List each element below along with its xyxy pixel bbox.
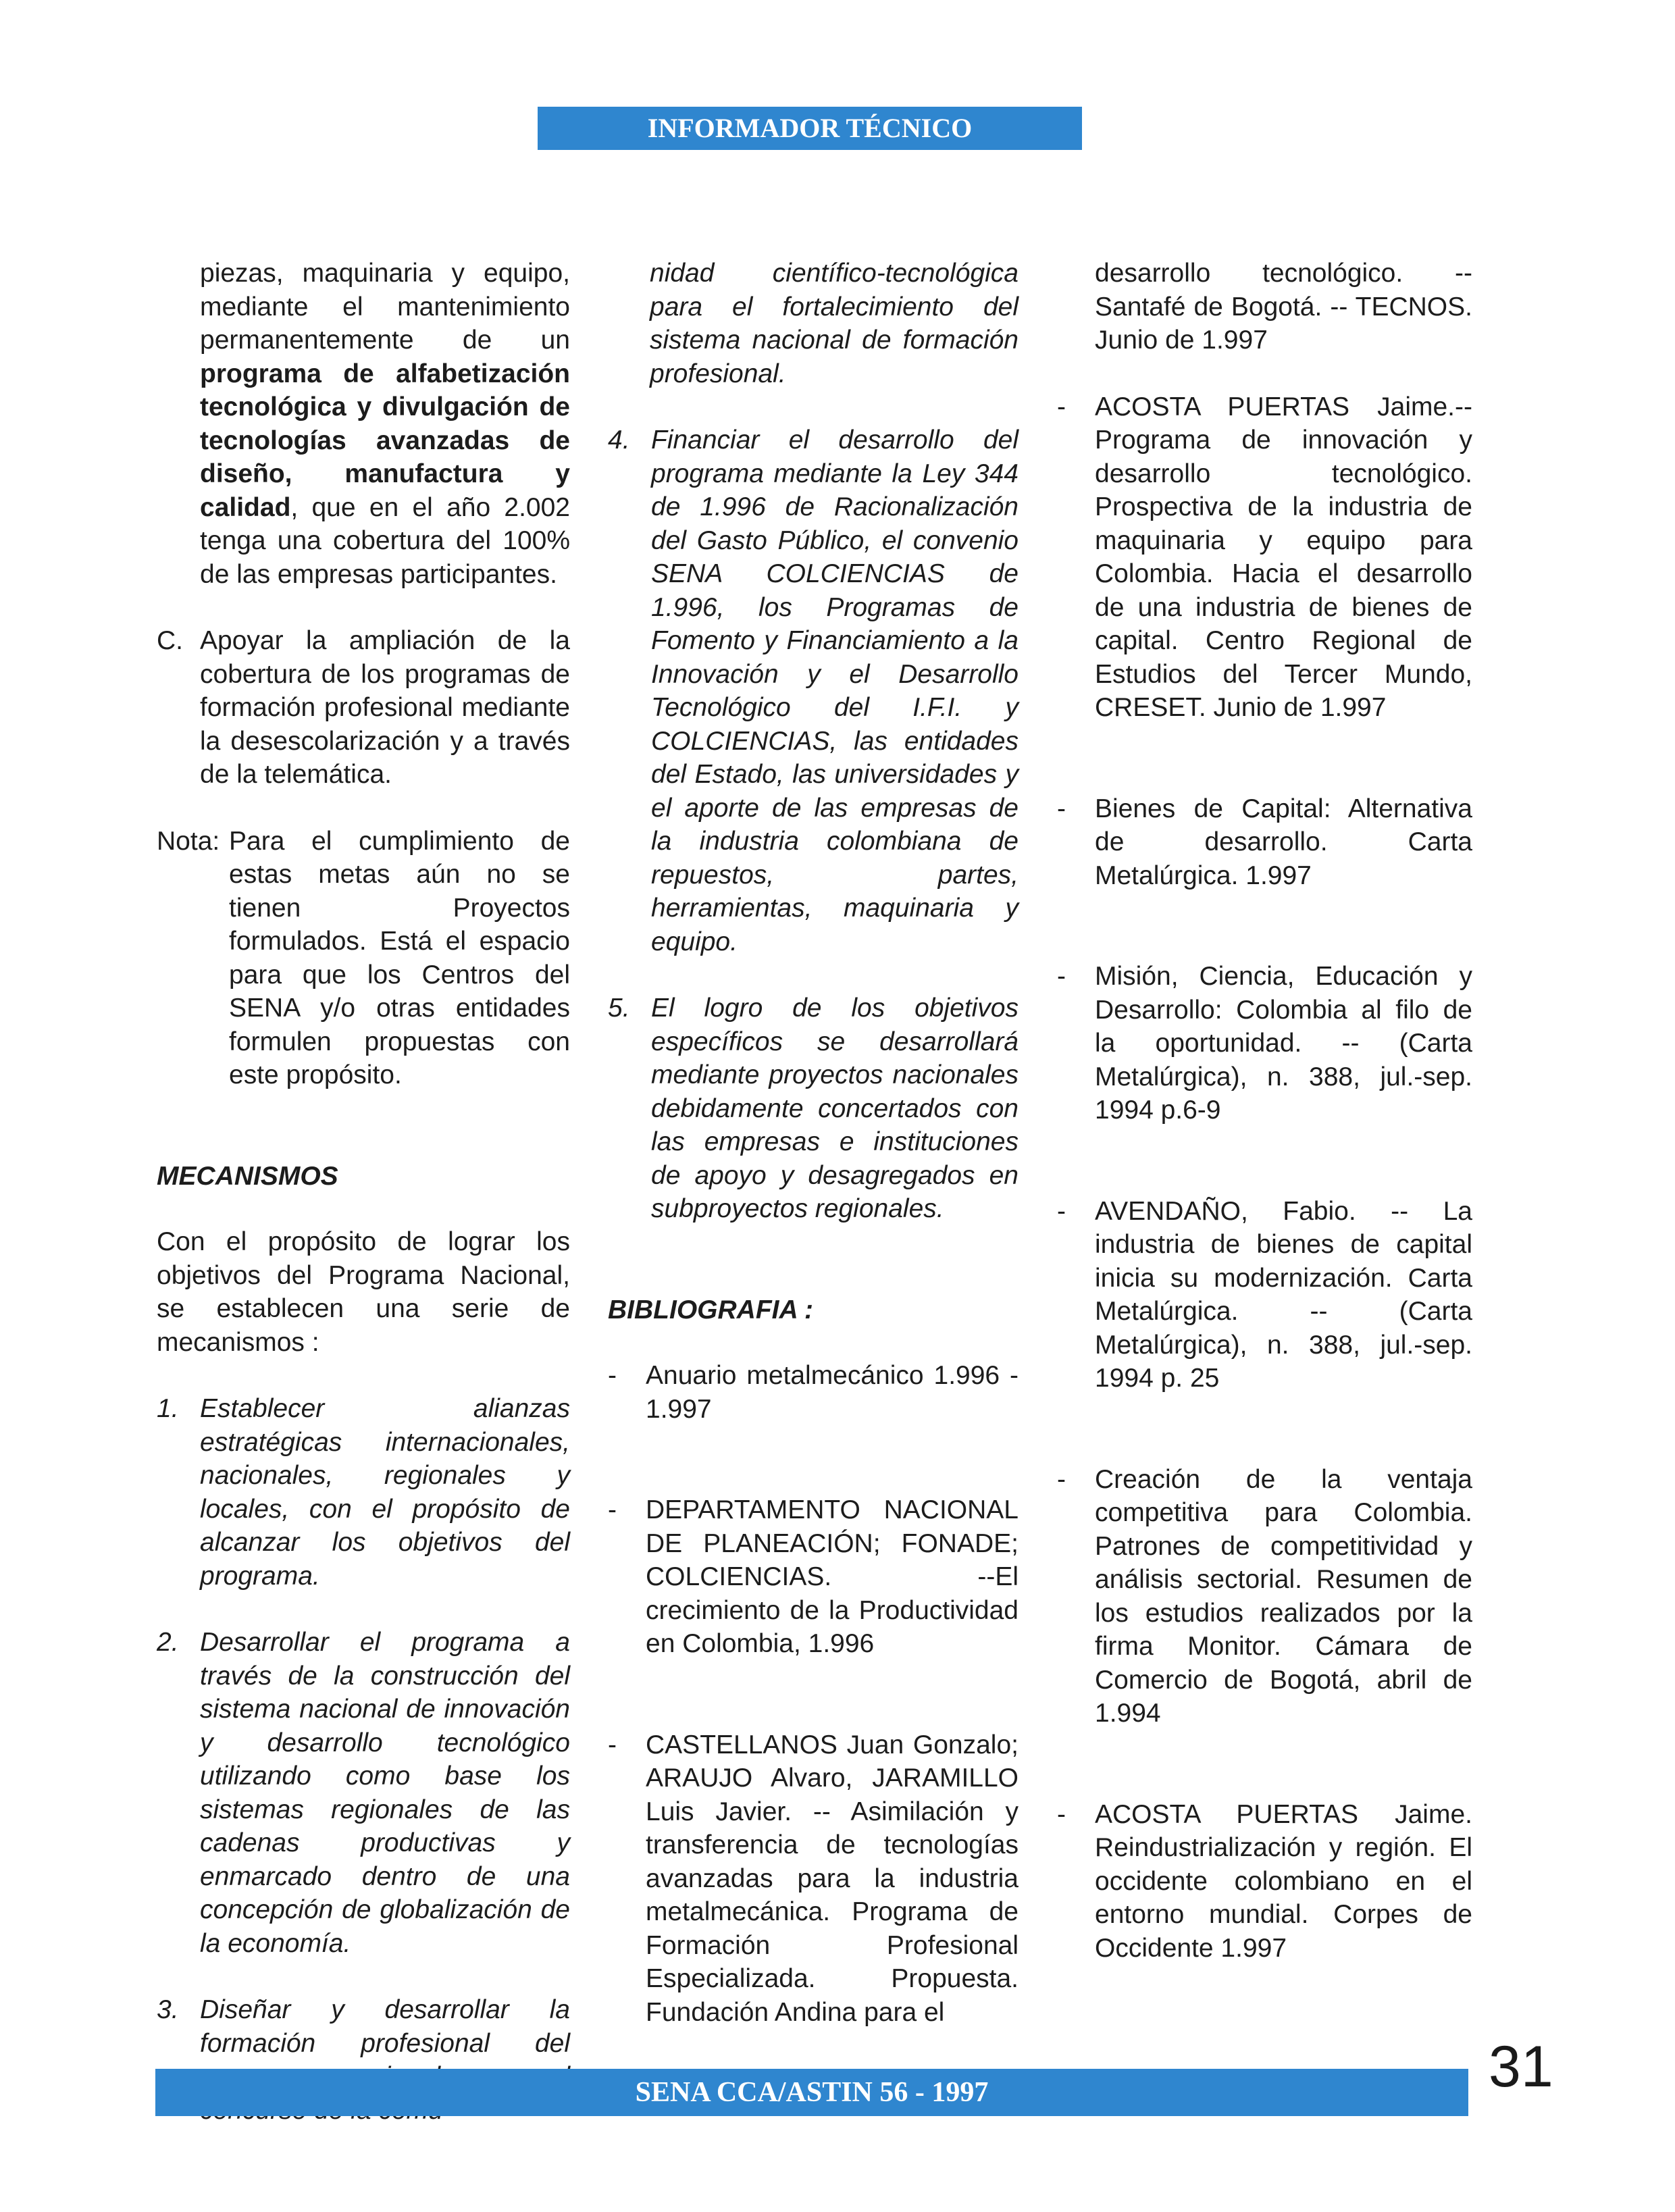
entry-dash: - [1057, 1464, 1066, 1494]
entry-dash: - [608, 1495, 617, 1524]
mecanismo-item [608, 423, 1019, 958]
bibliografia-heading: BIBLIOGRAFIA : [608, 1295, 814, 1324]
entry-dash: - [1057, 1799, 1066, 1829]
item-text: El logro de los objetivos específicos se desarrollará mediante proyectos nacionales debidamente concertados con las empresas e instituciones de apoyo y desagregados en subproyectos regionales. [651, 994, 1019, 1223]
intro-text-a: piezas, maquinaria y equipo, mediante el mantenimiento permanentemente de un [200, 259, 570, 355]
entry-text: Creación de la ventaja competitiva para Colombia. Patrones de competitividad y análisis sectorial. Resumen de los estudios realizados por la firma Monitor. Cámara de Comercio de Bogotá, abril de 1.994 [1095, 1464, 1472, 1728]
mecanismos-intro: Con el propósito de lograr los objetivos del Programa Nacional, se establecen una serie de mecanismos : [157, 1227, 570, 1357]
bibliography-entry [1057, 1798, 1472, 1965]
item-text: Financiar el desarrollo del programa mediante la Ley 344 de 1.996 de Racionalización del Gasto Público, el convenio SENA COLCIENCIAS de 1.996, los Programas de Fomento y Financiamiento a la Innovación y el Desarrollo Tecnológico del I.F.I. y COLCIENCIAS, las entidades del Estado, las universidades y el aporte de las empresas de la industria colombiana de repuestos, partes, herramientas, maquinaria y equipo. [651, 426, 1019, 956]
header-title: INFORMADOR TÉCNICO [647, 113, 973, 143]
bibliography-entry [1057, 1463, 1472, 1730]
entry-text: Misión, Ciencia, Educación y Desarrollo: Colombia al filo de la oportunidad. -- (Carta Metalúrgica), n. 388, jul.-sep. 1994 p.6-9 [1095, 962, 1472, 1125]
item-c-text: Apoyar la ampliación de la cobertura de los programas de formación profesional mediante la desescolarización y a través de la telemática. [200, 626, 570, 789]
entry-dash: - [1057, 392, 1066, 421]
entry-text: AVENDAÑO, Fabio. -- La industria de bienes de capital inicia su modernización. Carta Metalúrgica. -- (Carta Metalúrgica), n. 388, jul.-sep. 1994 p. 25 [1095, 1196, 1472, 1393]
item-number: 1. [157, 1394, 179, 1423]
note-paragraph [157, 825, 570, 1092]
mecanismos-heading: MECANISMOS [157, 1161, 338, 1191]
item-text: Establecer alianzas estratégicas internacionales, nacionales, regionales y locales, con el propósito de alcanzar los objetivos del programa. [200, 1394, 570, 1591]
column-2 [608, 257, 1019, 2029]
entry-dash: - [1057, 1196, 1066, 1226]
entry-text: DEPARTAMENTO NACIONAL DE PLANEACIÓN; FONADE; COLCIENCIAS. --El crecimiento de la Productividad en Colombia, 1.996 [646, 1495, 1019, 1658]
mecanismo-item [157, 1626, 570, 1960]
footer-text: SENA CCA/ASTIN 56 - 1997 [635, 2077, 989, 2108]
intro-text-b: , que en el año 2.002 tenga una cobertura del 100% de las empresas participantes. [200, 492, 570, 589]
continuation-text: nidad científico-tecnológica para el fortalecimiento del sistema nacional de formación profesional. [650, 259, 1019, 388]
item-number: 3. [157, 1995, 179, 2024]
item-number: 4. [608, 426, 630, 455]
bibliography-entry [1057, 960, 1472, 1127]
note-label: Nota: [157, 826, 220, 856]
mecanismo-item [608, 992, 1019, 1226]
bibliography-entry [1057, 792, 1472, 893]
bibliography-entry [1057, 390, 1472, 725]
continuation-text: desarrollo tecnológico. -- Santafé de Bogotá. -- TECNOS. Junio de 1.997 [1095, 259, 1472, 355]
entry-text: ACOSTA PUERTAS Jaime. Reindustrialización y región. El occidente colombiano en el entorno mundial. Corpes de Occidente 1.997 [1095, 1799, 1472, 1963]
entry-text: Anuario metalmecánico 1.996 - 1.997 [646, 1361, 1019, 1424]
entry-dash: - [608, 1730, 617, 1759]
page-number: 31 [1489, 2034, 1553, 2099]
item-number: 5. [608, 994, 630, 1023]
item-c-label: C. [157, 626, 183, 655]
entry-text: Bienes de Capital: Alternativa de desarrollo. Carta Metalúrgica. 1.997 [1095, 794, 1472, 890]
bibliography-entry [608, 1359, 1019, 1426]
list-item-c [157, 624, 570, 792]
intro-paragraph [157, 257, 570, 591]
column-1 [157, 257, 570, 2127]
entry-text: ACOSTA PUERTAS Jaime.-- Programa de innovación y desarrollo tecnológico. Prospectiva de la industria de maquinaria y equipo para Colombia. Hacia el desarrollo de una industria de bienes de capital. Centro Regional de Estudios del Tercer Mundo, CRESET. Junio de 1.997 [1095, 392, 1472, 722]
header-banner [538, 107, 1082, 150]
bibliography-entry [608, 1728, 1019, 2030]
bibliography-entry [1057, 1195, 1472, 1395]
item-text: Desarrollar el programa a través de la construcción del sistema nacional de innovación y desarrollo tecnológico utilizando como base los sistemas regionales de las cadenas productivas y enmarcado dentro de una concepción de globalización de la economía. [200, 1628, 570, 1958]
mecanismo-item [157, 1392, 570, 1593]
entry-dash: - [1057, 794, 1066, 823]
entry-text: CASTELLANOS Juan Gonzalo; ARAUJO Alvaro, JARAMILLO Luis Javier. -- Asimilación y transferencia de tecnologías avanzadas para la industria metalmecánica. Programa de Formación Profesional Especializada. Propuesta. Fundación Andina para el [646, 1730, 1019, 2027]
note-text: Para el cumplimiento de estas metas aún no se tienen Proyectos formulados. Está el espacio para que los Centros del SENA y/o otras entidades formulen propuestas con este propósito. [229, 826, 570, 1089]
footer-banner [155, 2069, 1468, 2116]
intro-text-bold: programa de alfabetización tecnológica y divulgación de tecnologías avanzadas de diseño, manufactura y calidad [200, 359, 570, 522]
column-3 [1057, 257, 1472, 1965]
bibliography-entry [608, 1493, 1019, 1661]
item-number: 2. [157, 1628, 179, 1657]
entry-dash: - [1057, 962, 1066, 991]
entry-dash: - [608, 1361, 617, 1390]
item-text: Diseñar y desarrollar la formación profesional del [200, 1995, 570, 2058]
